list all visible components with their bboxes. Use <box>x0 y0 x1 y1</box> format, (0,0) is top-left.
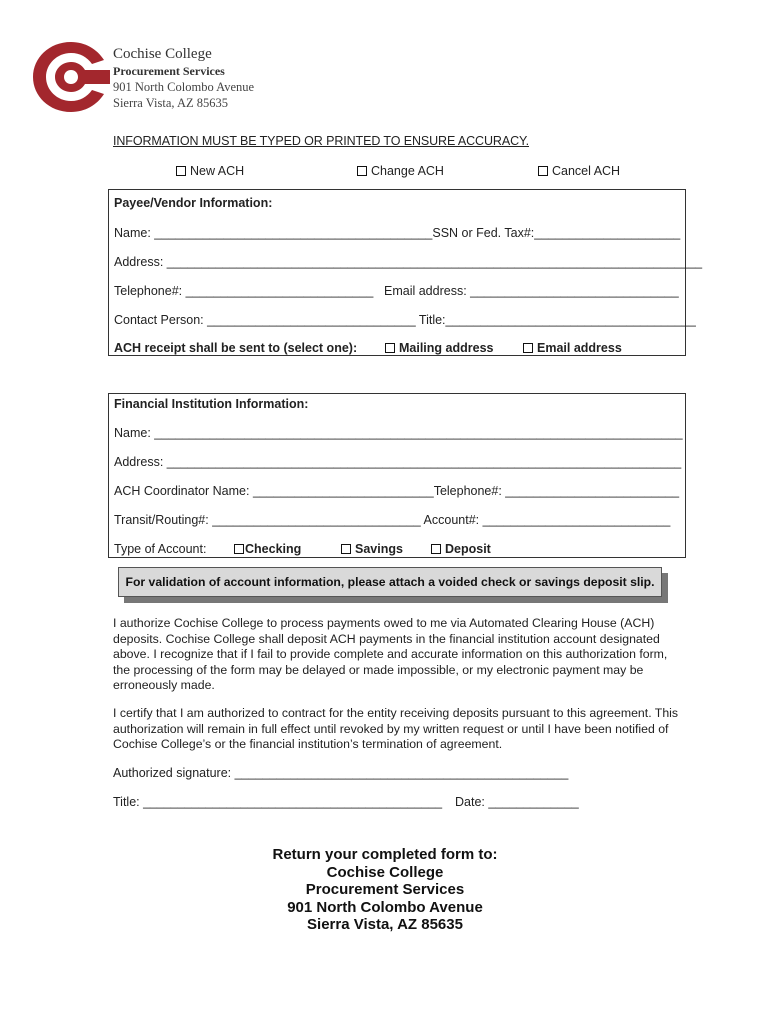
cancel-ach-label: Cancel ACH <box>552 164 621 178</box>
savings-checkbox[interactable] <box>341 544 351 554</box>
deposit-checkbox[interactable] <box>431 544 441 554</box>
mailing-address-option[interactable] <box>385 341 493 355</box>
checking-checkbox[interactable] <box>234 544 244 554</box>
city-state-zip: Sierra Vista, AZ 85635 <box>113 96 228 110</box>
email-address-option[interactable] <box>523 341 622 355</box>
return-college: Cochise College <box>326 863 444 881</box>
financial-institution-section <box>108 393 686 558</box>
financial-section-title: Financial Institution Information: <box>114 397 309 411</box>
bank-name-field[interactable]: Name: ____________________________________________________________________________ <box>114 426 683 440</box>
change-ach-option[interactable] <box>357 164 444 178</box>
change-ach-checkbox[interactable] <box>357 166 367 176</box>
cancel-ach-checkbox[interactable] <box>538 166 548 176</box>
payee-email-field[interactable]: Email address: ______________________________ <box>384 284 679 298</box>
transit-account-field[interactable]: Transit/Routing#: ______________________________ Account#: ___________________________ <box>114 513 671 527</box>
email-address-label: Email address <box>537 341 622 355</box>
payee-name-ssn-field[interactable]: Name: ________________________________________SSN or Fed. Tax#:_____________________ <box>114 226 681 240</box>
payee-contact-title-field[interactable]: Contact Person: ______________________________ Title:____________________________________ <box>114 313 696 327</box>
deposit-label: Deposit <box>445 542 491 556</box>
new-ach-option[interactable] <box>176 164 244 178</box>
payee-vendor-section <box>108 189 703 356</box>
ach-coordinator-field[interactable]: ACH Coordinator Name: __________________________Telephone#: _________________________ <box>114 484 680 498</box>
typed-printed-notice: INFORMATION MUST BE TYPED OR PRINTED TO ENSURE ACCURACY. <box>113 134 529 148</box>
cochise-college-logo <box>30 40 112 114</box>
change-ach-label: Change ACH <box>371 164 444 178</box>
college-name: Cochise College <box>113 46 212 62</box>
new-ach-label: New ACH <box>190 164 245 178</box>
email-address-checkbox[interactable] <box>523 343 533 353</box>
mailing-address-label: Mailing address <box>399 341 494 355</box>
department-name: Procurement Services <box>113 64 225 78</box>
new-ach-checkbox[interactable] <box>176 166 186 176</box>
certification-paragraph: I certify that I am authorized to contract for the entity receiving deposits pursuant to this agreement. This authorization will remain in full effect until revoked by my written request or until I have been notified of Cochise College’s or the financial institution’s termination of agreement. <box>113 706 679 751</box>
college-address-block <box>113 45 254 111</box>
return-instruction: Return your completed form to: <box>272 846 498 863</box>
signer-title-field[interactable]: Title: ___________________________________________ <box>113 795 443 809</box>
return-street: 901 North Colombo Avenue <box>287 898 483 916</box>
payee-address-field[interactable]: Address: _____________________________________________________________________________ <box>114 255 703 269</box>
signature-date-field[interactable]: Date: _____________ <box>455 795 579 809</box>
return-city: Sierra Vista, AZ 85635 <box>307 916 463 933</box>
deposit-option[interactable] <box>431 542 491 556</box>
checking-label: Checking <box>245 542 302 556</box>
payee-section-title: Payee/Vendor Information: <box>114 196 273 210</box>
return-department: Procurement Services <box>305 881 465 898</box>
payee-telephone-field[interactable]: Telephone#: ___________________________ <box>114 284 374 298</box>
bank-address-field[interactable]: Address: __________________________________________________________________________ <box>114 455 682 469</box>
mailing-address-checkbox[interactable] <box>385 343 395 353</box>
receipt-method-label: ACH receipt shall be sent to (select one): <box>114 341 358 355</box>
checking-option[interactable] <box>234 542 301 556</box>
authorization-paragraph: I authorize Cochise College to process payments owed to me via Automated Clearing House (ACH) deposits. Cochise College shall deposit ACH payments in the financial institution account designated above. I recognize that if I fail to provide complete and accurate information on this authorization form, the processing of the form may be delayed or made impossible, or my electronic payment may be erroneously made. <box>113 616 668 692</box>
account-type-label: Type of Account: <box>114 542 207 556</box>
return-address-block <box>0 846 770 934</box>
voided-check-banner: For validation of account information, please attach a voided check or savings deposit slip. <box>118 567 662 597</box>
savings-label: Savings <box>355 542 403 556</box>
street-address: 901 North Colombo Avenue <box>113 80 255 94</box>
authorized-signature-field[interactable]: Authorized signature: ________________________________________________ <box>113 766 569 780</box>
cancel-ach-option[interactable] <box>538 164 620 178</box>
savings-option[interactable] <box>341 542 403 556</box>
